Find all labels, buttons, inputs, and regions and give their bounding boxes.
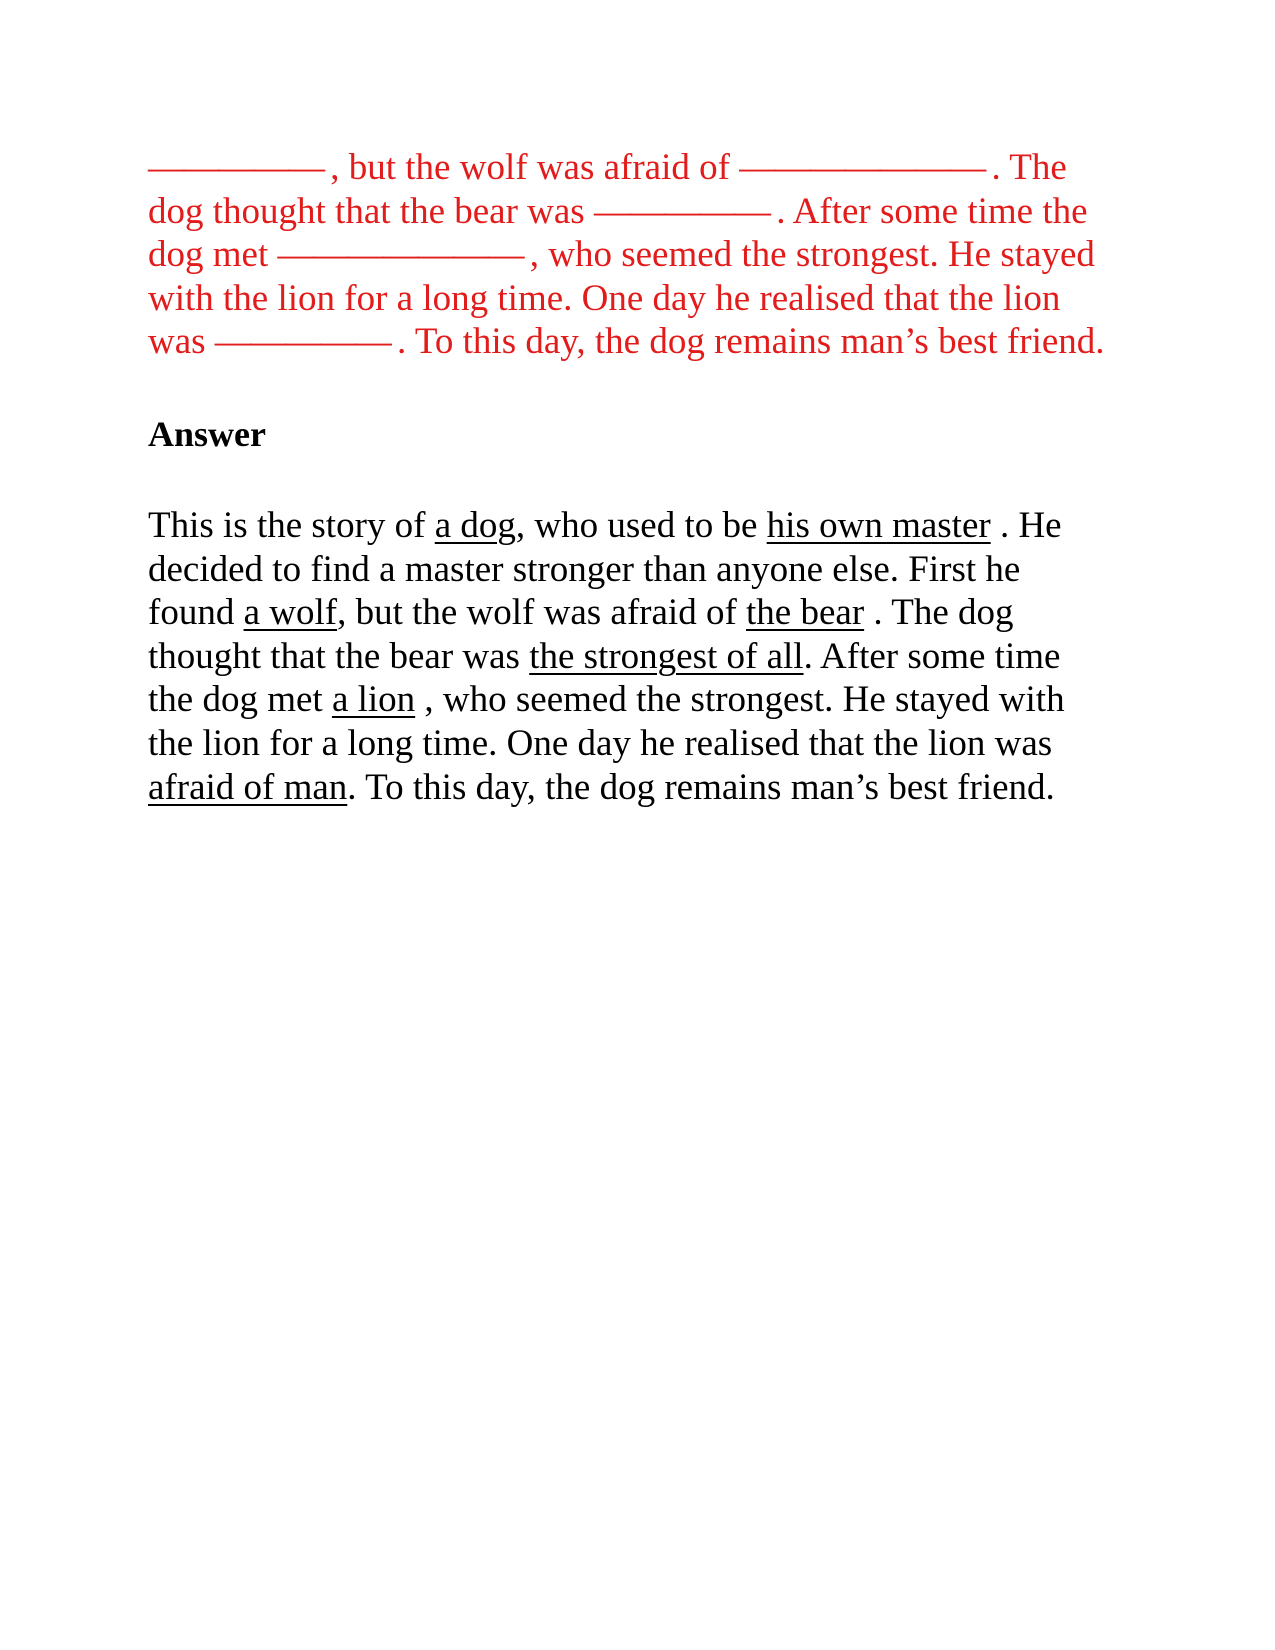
filled-answer: a lion: [331, 679, 416, 721]
filled-answer: a wolf: [243, 592, 338, 634]
answer-line-2: [148, 548, 1148, 592]
answer-text: . The dog: [864, 592, 1014, 634]
answer-text: . After some time: [803, 635, 1061, 677]
answer-text: the dog met: [148, 679, 332, 721]
filled-answer: his own master: [766, 505, 991, 546]
answer-text: . To this day, the dog remains man’s best friend.: [347, 766, 1055, 808]
answer-text: . He: [990, 505, 1062, 546]
answer-line-6: [148, 722, 1148, 766]
answer-line-3: [148, 591, 1148, 635]
question-text: . The: [991, 147, 1067, 188]
answer-text: decided to find a master stronger than anyone else. First he: [148, 548, 1021, 590]
fill-blank: —————: [214, 321, 398, 363]
answer-text: , who seemed the strongest. He stayed with: [415, 679, 1065, 721]
answer-text: thought that the bear was: [148, 635, 530, 677]
question-line-1: [148, 146, 1148, 190]
fill-blank: —————: [148, 147, 331, 188]
answer-text: the lion for a long time. One day he realised that the lion was: [148, 722, 1053, 764]
question-line-5: [148, 320, 1148, 364]
question-text: was: [148, 321, 215, 363]
filled-answer: the strongest of all: [529, 635, 804, 677]
question-line-2: [148, 190, 1148, 234]
fill-blank: ———————: [277, 234, 530, 276]
answer-text: This is the story of: [148, 505, 435, 546]
filled-answer: the bear: [746, 592, 865, 634]
answer-line-1: [148, 504, 1148, 548]
answer-text: , who used to be: [515, 505, 767, 546]
question-text: dog thought that the bear was: [148, 190, 594, 232]
fill-blank: —————: [593, 190, 777, 232]
question-text: , who seemed the strongest. He stayed: [529, 234, 1095, 276]
answer-text: found: [148, 592, 244, 634]
question-text: , but the wolf was afraid of: [330, 147, 740, 188]
fill-blank: ———————: [739, 147, 992, 188]
question-line-3: [148, 233, 1148, 277]
answer-paragraph: [148, 504, 1148, 809]
answer-heading: Answer: [148, 414, 266, 454]
question-paragraph: [148, 146, 1148, 364]
filled-answer: a dog: [434, 505, 516, 546]
answer-line-4: [148, 635, 1148, 679]
question-text: with the lion for a long time. One day he realised that the lion: [148, 277, 1061, 319]
answer-line-7: [148, 766, 1148, 810]
answer-text: , but the wolf was afraid of: [337, 592, 747, 634]
question-text: dog met: [148, 234, 278, 276]
filled-answer: afraid of man: [148, 766, 348, 808]
question-text: . To this day, the dog remains man’s best friend.: [397, 321, 1105, 363]
question-line-4: [148, 277, 1148, 321]
answer-line-5: [148, 678, 1148, 722]
question-text: . After some time the: [776, 190, 1088, 232]
